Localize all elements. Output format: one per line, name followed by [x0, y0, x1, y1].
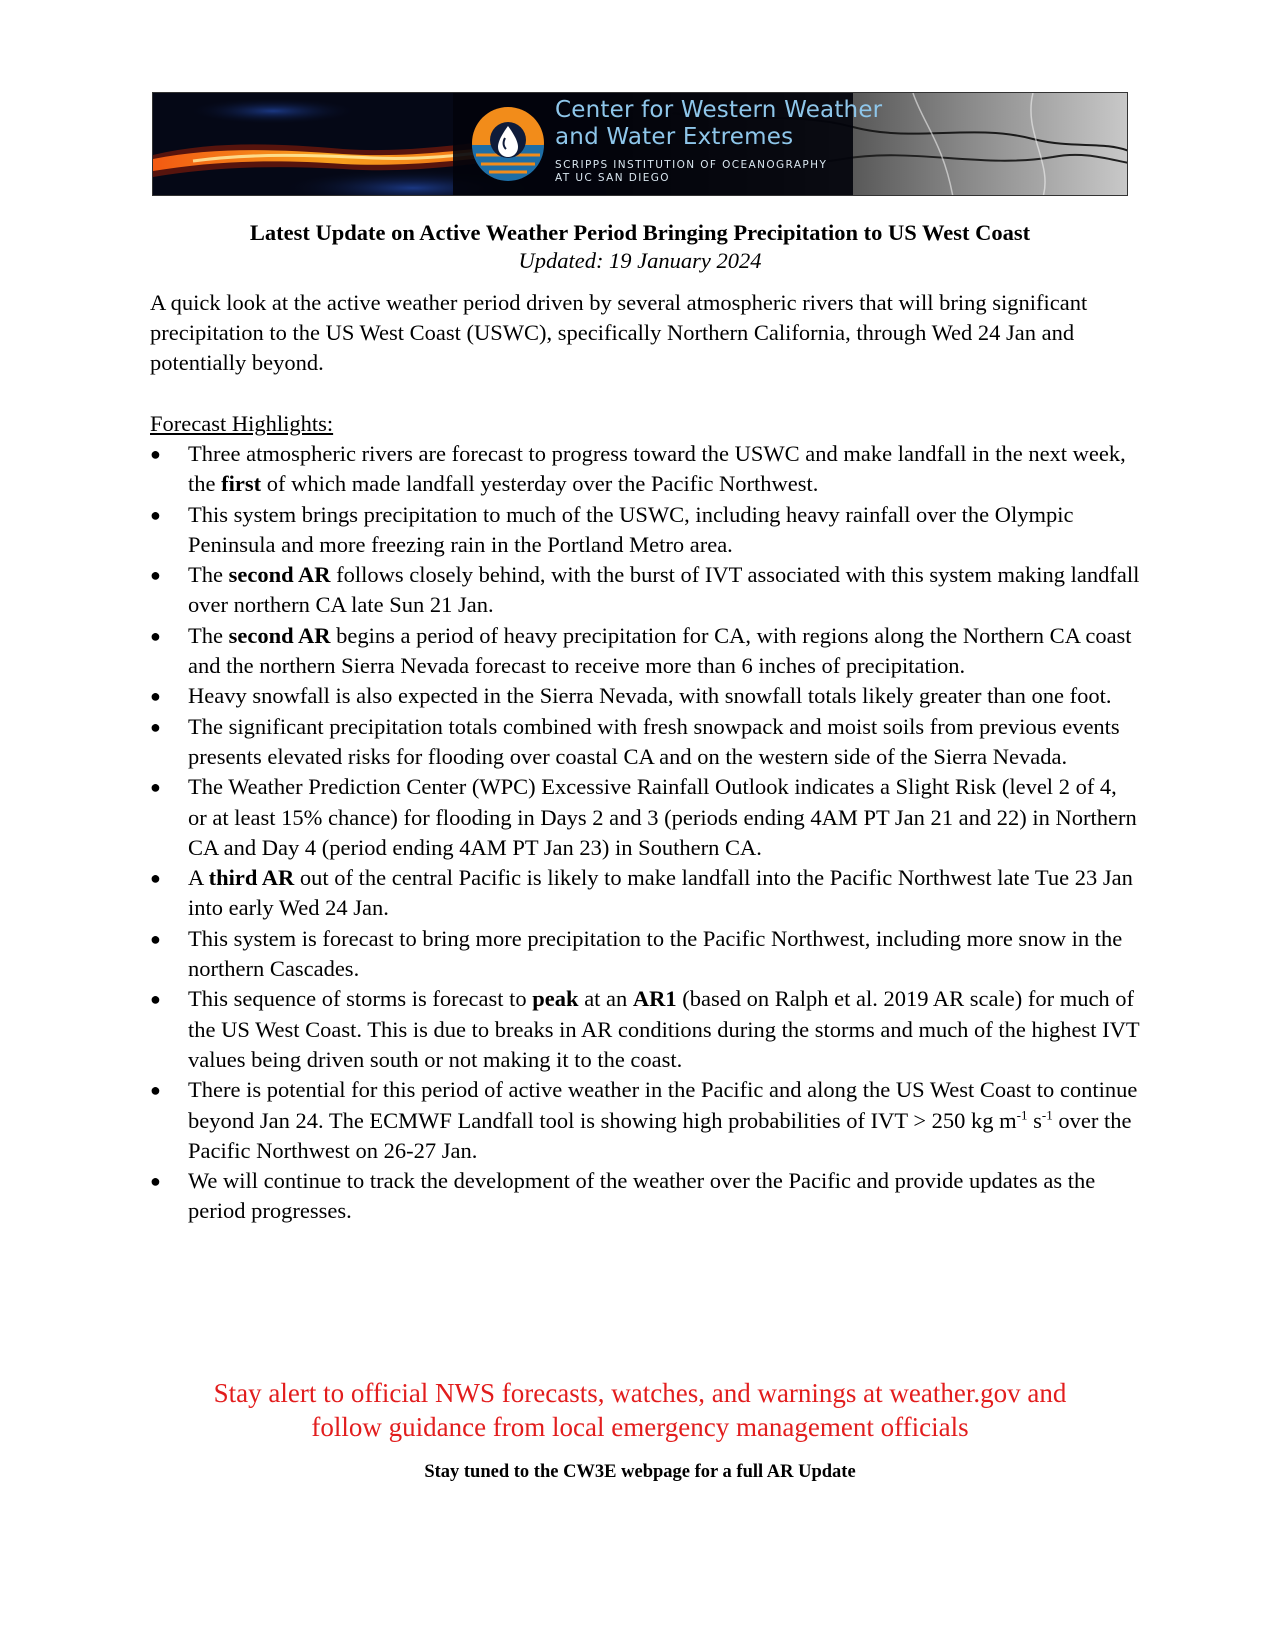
list-item: ● The significant precipitation totals combined with fresh snowpack and moist soils from previous events presents elevated risks for flooding over coastal CA and on the western side of the Sierra Nevada.: [150, 713, 1120, 769]
alert-line2: follow guidance from local emergency management officials: [311, 1412, 969, 1442]
bullet-dot: ●: [150, 1080, 161, 1101]
nws-alert-notice: [152, 1376, 1128, 1444]
banner-name-line1: Center for Western Weather: [555, 97, 883, 123]
list-item: ● We will continue to track the development of the weather over the Pacific and provide updates as the period progresses.: [150, 1168, 1096, 1224]
banner-name-line2: and Water Extremes: [555, 124, 794, 150]
list-item: ● Three atmospheric rivers are forecast to progress toward the USWC and make landfall in the next week, the first of which made landfall yesterday over the Pacific Northwest.: [150, 441, 1126, 497]
bullet-dot: ●: [150, 989, 161, 1010]
forecast-highlights-label: Forecast Highlights:: [150, 411, 334, 436]
list-item: ● A third AR out of the central Pacific is likely to make landfall into the Pacific Northwest late Tue 23 Jan into early Wed 24 Jan.: [150, 865, 1133, 921]
bullet-dot: ●: [150, 444, 161, 464]
banner-text: [555, 97, 882, 185]
water-drop-sun-icon: [472, 107, 544, 181]
cw3e-banner: [152, 92, 1128, 196]
banner-institution-line1: SCRIPPS INSTITUTION OF OCEANOGRAPHY: [555, 159, 828, 171]
updated-date: Updated: 19 January 2024: [518, 248, 762, 273]
list-item: ● This system is forecast to bring more precipitation to the Pacific Northwest, including more snow in the northern Cascades.: [150, 925, 1123, 982]
list-item: ● The second AR follows closely behind, with the burst of IVT associated with this system making landfall over northern CA late Sun 21 Jan.: [150, 562, 1140, 618]
bullet-dot: ●: [150, 686, 161, 707]
bullet-dot: ●: [150, 565, 161, 586]
banner-institution-line2: AT UC SAN DIEGO: [555, 172, 670, 184]
bullet-dot: ●: [150, 777, 161, 798]
list-item: ● The Weather Prediction Center (WPC) Excessive Rainfall Outlook indicates a Slight Risk (level 2 of 4, or at least 15% chance) for flooding in Days 2 and 3 (periods ending 4AM PT Jan 21 and 22) in Northern CA and Day 4 (period ending 4AM PT Jan 23) in Southern CA.: [150, 774, 1137, 860]
bullet-dot: ●: [150, 504, 161, 525]
list-item: ● This sequence of storms is forecast to peak at an AR1 (based on Ralph et al. 2019 AR scale) for much of the US West Coast. This is due to breaks in AR conditions during the storms and much of the highest IVT values being driven south or not making it to the coast.: [150, 986, 1140, 1072]
bullet-dot: ●: [150, 868, 161, 889]
bullet-dot: ●: [150, 716, 161, 737]
bullet-dot: ●: [150, 625, 161, 646]
bullet-dot: ●: [150, 928, 161, 949]
list-item: ● Heavy snowfall is also expected in the Sierra Nevada, with snowfall totals likely greater than one foot.: [150, 681, 1140, 711]
list-item: ● There is potential for this period of active weather in the Pacific and along the US West Coast to continue beyond Jan 24. The ECMWF Landfall tool is showing high probabilities of IVT > 250 kg $m^{-1}$ $s^{-1}$ over the Pacific Northwest on 26-27 Jan.: [150, 1077, 1138, 1163]
document-heading: [152, 219, 1128, 275]
footer-note: Stay tuned to the CW3E webpage for a full AR Update: [424, 1462, 856, 1482]
document-title: Latest Update on Active Weather Period Bringing Precipitation to US West Coast: [249, 220, 1031, 245]
bullet-dot: ●: [150, 1171, 161, 1192]
alert-line1: Stay alert to official NWS forecasts, watches, and warnings at weather.gov and: [213, 1378, 1067, 1408]
list-item: ● The second AR begins a period of heavy precipitation for CA, with regions along the Northern CA coast and the northern Sierra Nevada forecast to receive more than 6 inches of precipitation.: [150, 622, 1132, 679]
forecast-highlights-list: [150, 439, 1140, 1227]
list-item: ● This system brings precipitation to much of the USWC, including heavy rainfall over the Olympic Peninsula and more freezing rain in the Portland Metro area.: [150, 501, 1074, 557]
intro-paragraph: A quick look at the active weather period driven by several atmospheric rivers that will bring significant precipitation to the US West Coast (USWC), specifically Northern California, through Wed 24 Jan and potentially beyond.: [150, 290, 1088, 375]
